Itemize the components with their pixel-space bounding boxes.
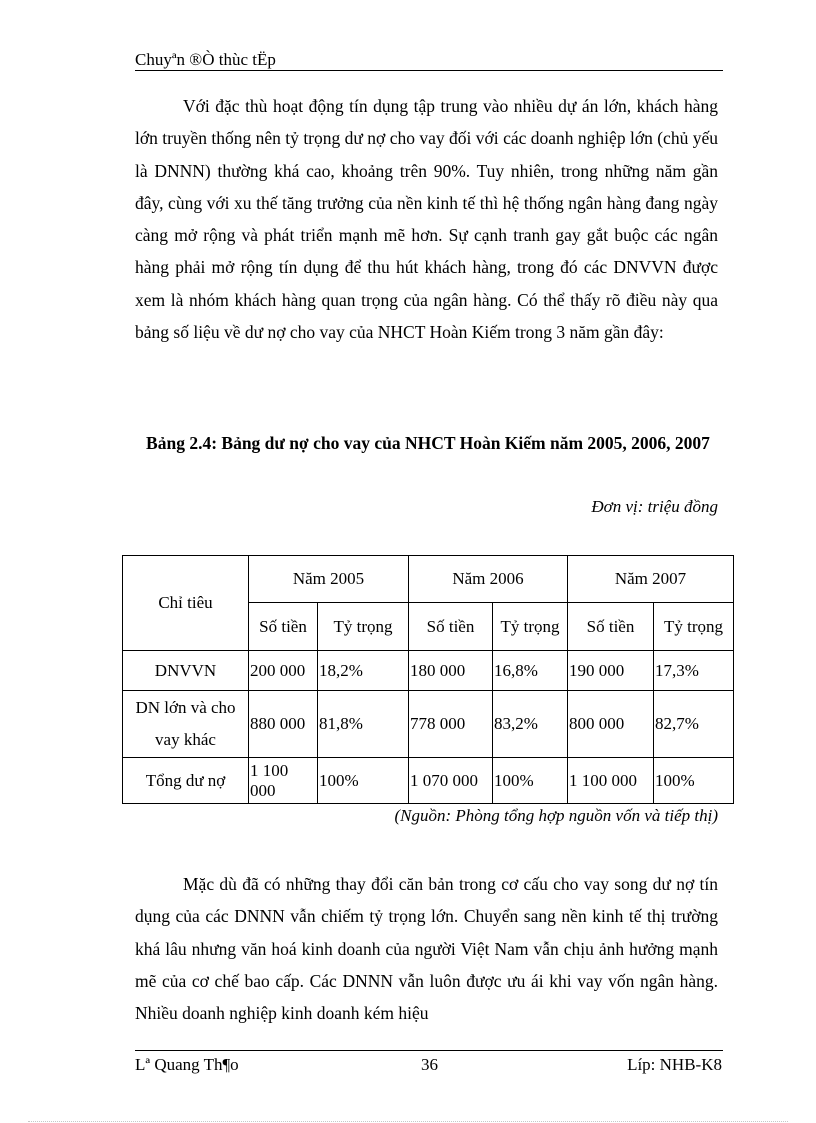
table-source: (Nguồn: Phòng tổng hợp nguồn vốn và tiếp thị): [394, 806, 718, 825]
row-label: DNVVN: [123, 651, 249, 691]
cell-value: 1 100 000: [568, 758, 654, 804]
cell-value: 17,3%: [654, 651, 734, 691]
cell-value: 81,8%: [318, 691, 409, 758]
cell-value: 200 000: [249, 651, 318, 691]
page-header-title: Chuyªn ®Ò thùc tËp: [135, 50, 276, 69]
cell-value: 1 070 000: [409, 758, 493, 804]
page-number: 36: [421, 1055, 438, 1074]
year-header: Năm 2005: [249, 556, 409, 603]
paragraph-1: [135, 90, 718, 348]
cell-value: 180 000: [409, 651, 493, 691]
cell-value: 83,2%: [493, 691, 568, 758]
cell-value: 190 000: [568, 651, 654, 691]
page-bottom-border: [28, 1121, 788, 1122]
row-header-label: Chỉ tiêu: [123, 556, 249, 651]
sub-header-share: Tỷ trọng: [654, 603, 734, 651]
table-caption: Bảng 2.4: Bảng dư nợ cho vay của NHCT Hoàn Kiếm năm 2005, 2006, 2007: [146, 433, 710, 453]
cell-value: 800 000: [568, 691, 654, 758]
year-header: Năm 2007: [568, 556, 734, 603]
sub-header-amount: Số tiền: [409, 603, 493, 651]
cell-value: 18,2%: [318, 651, 409, 691]
cell-value: 100%: [318, 758, 409, 804]
paragraph-2-text: Mặc dù đã có những thay đổi căn bản trong cơ cấu cho vay song dư nợ tín dụng của các DNNN vẫn chiếm tỷ trọng lớn. Chuyển sang nền kinh tế thị trường khá lâu nhưng văn hoá kinh doanh của người Việt Nam vẫn chịu ảnh hưởng mạnh mẽ của cơ chế bao cấp. Các DNNN vẫn luôn được ưu ái khi vay vốn ngân hàng. Nhiều doanh nghiệp kinh doanh kém hiệu: [135, 874, 718, 1024]
paragraph-1-text: Với đặc thù hoạt động tín dụng tập trung vào nhiều dự án lớn, khách hàng lớn truyền thống nên tỷ trọng dư nợ cho vay đối với các doanh nghiệp lớn (chủ yếu là DNNN) thường khá cao, khoảng trên 90%. Tuy nhiên, trong những năm gần đây, cùng với xu thế tăng trưởng của nền kinh tế thì hệ thống ngân hàng đang ngày càng mở rộng và phát triển mạnh mẽ hơn. Sự cạnh tranh gay gắt buộc các ngân hàng phải mở rộng tín dụng để thu hút khách hàng, trong đó các DNVVN được xem là nhóm khách hàng quan trọng của ngân hàng. Có thể thấy rõ điều này qua bảng số liệu về dư nợ cho vay của NHCT Hoàn Kiếm trong 3 năm gần đây:: [135, 96, 718, 343]
sub-header-amount: Số tiền: [568, 603, 654, 651]
cell-value: 880 000: [249, 691, 318, 758]
cell-value: 778 000: [409, 691, 493, 758]
header-divider: [135, 70, 723, 71]
sub-header-share: Tỷ trọng: [318, 603, 409, 651]
table-unit: Đơn vị: triệu đồng: [591, 497, 718, 516]
cell-value: 100%: [654, 758, 734, 804]
table-row: [123, 691, 734, 758]
footer-class: Líp: NHB-K8: [627, 1055, 722, 1074]
year-header: Năm 2006: [409, 556, 568, 603]
paragraph-2: [135, 868, 718, 1029]
row-label: DN lớn và cho vay khác: [123, 691, 249, 758]
footer-author: Lª Quang Th¶o: [135, 1055, 239, 1074]
loan-table: [122, 555, 734, 804]
cell-value: 16,8%: [493, 651, 568, 691]
cell-value: 82,7%: [654, 691, 734, 758]
sub-header-amount: Số tiền: [249, 603, 318, 651]
footer-divider: [135, 1050, 723, 1051]
table-row: [123, 651, 734, 691]
cell-value: 1 100 000: [249, 758, 318, 804]
table-row: [123, 758, 734, 804]
sub-header-share: Tỷ trọng: [493, 603, 568, 651]
row-label: Tổng dư nợ: [123, 758, 249, 804]
cell-value: 100%: [493, 758, 568, 804]
